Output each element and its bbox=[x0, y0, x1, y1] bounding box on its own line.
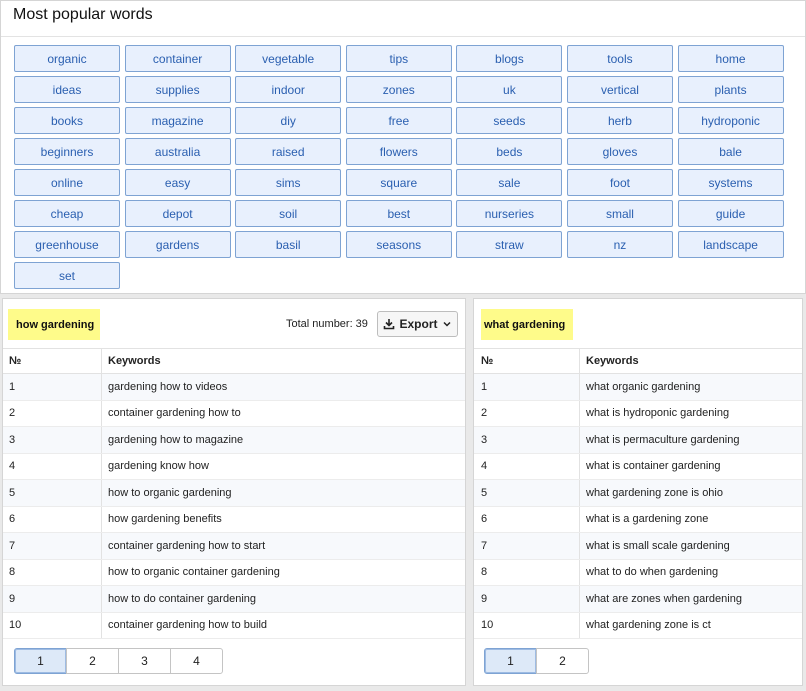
row-number: 9 bbox=[3, 586, 102, 612]
word-tag-foot[interactable]: foot bbox=[567, 169, 673, 196]
word-tag-supplies[interactable]: supplies bbox=[125, 76, 231, 103]
query-label: what gardening bbox=[481, 309, 573, 340]
word-tag-landscape[interactable]: landscape bbox=[678, 231, 784, 258]
word-tag-australia[interactable]: australia bbox=[125, 138, 231, 165]
page-button-3[interactable]: 3 bbox=[118, 648, 171, 674]
table-row bbox=[3, 454, 465, 481]
page-button-2[interactable]: 2 bbox=[536, 648, 589, 674]
row-number: 3 bbox=[3, 427, 102, 453]
row-number: 5 bbox=[3, 480, 102, 506]
page-button-2[interactable]: 2 bbox=[66, 648, 119, 674]
row-number: 7 bbox=[3, 533, 102, 559]
row-keyword[interactable]: how to organic container gardening bbox=[108, 566, 280, 579]
table-row bbox=[474, 586, 802, 613]
table-row bbox=[474, 401, 802, 428]
word-tag-basil[interactable]: basil bbox=[235, 231, 341, 258]
word-tag-best[interactable]: best bbox=[346, 200, 452, 227]
column-header-number: № bbox=[474, 349, 580, 373]
table-body bbox=[474, 374, 802, 639]
row-number: 8 bbox=[474, 560, 580, 586]
row-number: 10 bbox=[474, 613, 580, 639]
divider bbox=[1, 36, 805, 37]
word-tag-vegetable[interactable]: vegetable bbox=[235, 45, 341, 72]
word-tag-hydroponic[interactable]: hydroponic bbox=[678, 107, 784, 134]
row-keyword[interactable]: what is permaculture gardening bbox=[586, 433, 740, 446]
table-row bbox=[3, 560, 465, 587]
word-tag-straw[interactable]: straw bbox=[456, 231, 562, 258]
keywords-table bbox=[3, 348, 465, 639]
pagination bbox=[14, 648, 223, 674]
word-tag-gloves[interactable]: gloves bbox=[567, 138, 673, 165]
row-keyword[interactable]: what is container gardening bbox=[586, 460, 721, 473]
word-tag-organic[interactable]: organic bbox=[14, 45, 120, 72]
word-tag-soil[interactable]: soil bbox=[235, 200, 341, 227]
table-row bbox=[474, 427, 802, 454]
table-row bbox=[3, 613, 465, 640]
row-number: 1 bbox=[3, 374, 102, 400]
row-number: 9 bbox=[474, 586, 580, 612]
keywords-table bbox=[474, 348, 802, 639]
word-tag-vertical[interactable]: vertical bbox=[567, 76, 673, 103]
word-tag-zones[interactable]: zones bbox=[346, 76, 452, 103]
export-label: Export bbox=[399, 317, 438, 331]
chevron-down-icon bbox=[442, 319, 452, 329]
download-icon bbox=[383, 318, 395, 330]
word-tag-online[interactable]: online bbox=[14, 169, 120, 196]
row-number: 8 bbox=[3, 560, 102, 586]
row-number: 5 bbox=[474, 480, 580, 506]
row-keyword[interactable]: gardening know how bbox=[108, 460, 209, 473]
word-tag-small[interactable]: small bbox=[567, 200, 673, 227]
popular-words-panel bbox=[0, 0, 806, 294]
row-keyword[interactable]: how to organic gardening bbox=[108, 486, 232, 499]
word-tag-cheap[interactable]: cheap bbox=[14, 200, 120, 227]
row-keyword[interactable]: container gardening how to start bbox=[108, 539, 266, 552]
table-row bbox=[474, 533, 802, 560]
word-tag-tips[interactable]: tips bbox=[346, 45, 452, 72]
word-tag-indoor[interactable]: indoor bbox=[235, 76, 341, 103]
word-tag-sale[interactable]: sale bbox=[456, 169, 562, 196]
word-tag-systems[interactable]: systems bbox=[678, 169, 784, 196]
row-number: 4 bbox=[3, 454, 102, 480]
word-tag-container[interactable]: container bbox=[125, 45, 231, 72]
row-keyword[interactable]: what is a gardening zone bbox=[586, 513, 709, 526]
table-row bbox=[474, 374, 802, 401]
table-row bbox=[474, 480, 802, 507]
word-tag-easy[interactable]: easy bbox=[125, 169, 231, 196]
word-tag-beginners[interactable]: beginners bbox=[14, 138, 120, 165]
page-button-4[interactable]: 4 bbox=[170, 648, 223, 674]
row-keyword[interactable]: what are zones when gardening bbox=[586, 592, 742, 605]
word-tag-tools[interactable]: tools bbox=[567, 45, 673, 72]
row-keyword[interactable]: what is small scale gardening bbox=[586, 539, 730, 552]
total-label: Total number: bbox=[286, 318, 353, 330]
table-row bbox=[3, 507, 465, 534]
query-label: how gardening bbox=[8, 309, 100, 340]
row-keyword[interactable]: what organic gardening bbox=[586, 380, 701, 393]
word-tag-beds[interactable]: beds bbox=[456, 138, 562, 165]
word-tag-free[interactable]: free bbox=[346, 107, 452, 134]
row-number: 7 bbox=[474, 533, 580, 559]
word-tag-flowers[interactable]: flowers bbox=[346, 138, 452, 165]
word-tag-home[interactable]: home bbox=[678, 45, 784, 72]
row-keyword[interactable]: what is hydroponic gardening bbox=[586, 407, 730, 420]
total-value: 39 bbox=[355, 318, 368, 330]
column-header-keywords: Keywords bbox=[586, 355, 639, 367]
word-tag-herb[interactable]: herb bbox=[567, 107, 673, 134]
row-keyword[interactable]: what gardening zone is ohio bbox=[586, 486, 723, 499]
row-number: 10 bbox=[3, 613, 102, 639]
word-tag-plants[interactable]: plants bbox=[678, 76, 784, 103]
row-number: 4 bbox=[474, 454, 580, 480]
word-tag-books[interactable]: books bbox=[14, 107, 120, 134]
row-keyword[interactable]: how gardening benefits bbox=[108, 513, 222, 526]
word-tag-blogs[interactable]: blogs bbox=[456, 45, 562, 72]
row-number: 6 bbox=[3, 507, 102, 533]
row-keyword[interactable]: how to do container gardening bbox=[108, 592, 256, 605]
popular-words-title: Most popular words bbox=[13, 6, 153, 23]
row-number: 2 bbox=[3, 401, 102, 427]
word-tag-raised[interactable]: raised bbox=[235, 138, 341, 165]
word-tag-nurseries[interactable]: nurseries bbox=[456, 200, 562, 227]
page-button-1[interactable]: 1 bbox=[484, 648, 537, 674]
word-tag-greenhouse[interactable]: greenhouse bbox=[14, 231, 120, 258]
page-button-1[interactable]: 1 bbox=[14, 648, 67, 674]
table-row bbox=[3, 427, 465, 454]
word-tag-guide[interactable]: guide bbox=[678, 200, 784, 227]
table-row bbox=[3, 401, 465, 428]
export-button[interactable] bbox=[377, 311, 458, 337]
table-row bbox=[3, 533, 465, 560]
row-number: 2 bbox=[474, 401, 580, 427]
word-tag-set[interactable]: set bbox=[14, 262, 120, 289]
tag-grid bbox=[14, 45, 784, 289]
word-tag-magazine[interactable]: magazine bbox=[125, 107, 231, 134]
table-body bbox=[3, 374, 465, 639]
row-keyword[interactable]: what gardening zone is ct bbox=[586, 619, 711, 632]
word-tag-seasons[interactable]: seasons bbox=[346, 231, 452, 258]
row-number: 1 bbox=[474, 374, 580, 400]
table-row bbox=[3, 374, 465, 401]
row-number: 6 bbox=[474, 507, 580, 533]
what-gardening-panel bbox=[473, 298, 803, 686]
word-tag-diy[interactable]: diy bbox=[235, 107, 341, 134]
table-row bbox=[474, 560, 802, 587]
word-tag-gardens[interactable]: gardens bbox=[125, 231, 231, 258]
table-row bbox=[3, 586, 465, 613]
word-tag-bale[interactable]: bale bbox=[678, 138, 784, 165]
row-keyword[interactable]: what to do when gardening bbox=[586, 566, 719, 579]
word-tag-seeds[interactable]: seeds bbox=[456, 107, 562, 134]
word-tag-nz[interactable]: nz bbox=[567, 231, 673, 258]
word-tag-depot[interactable]: depot bbox=[125, 200, 231, 227]
word-tag-square[interactable]: square bbox=[346, 169, 452, 196]
column-header-number: № bbox=[3, 349, 102, 373]
table-row bbox=[3, 480, 465, 507]
word-tag-ideas[interactable]: ideas bbox=[14, 76, 120, 103]
row-number: 3 bbox=[474, 427, 580, 453]
row-keyword[interactable]: gardening how to videos bbox=[108, 380, 228, 393]
table-row bbox=[474, 507, 802, 534]
row-keyword[interactable]: container gardening how to bbox=[108, 407, 241, 420]
row-keyword[interactable]: gardening how to magazine bbox=[108, 433, 244, 446]
row-keyword[interactable]: container gardening how to build bbox=[108, 619, 268, 632]
table-header bbox=[3, 348, 465, 374]
total-number bbox=[286, 318, 368, 330]
table-row bbox=[474, 613, 802, 640]
pagination bbox=[484, 648, 589, 674]
word-tag-sims[interactable]: sims bbox=[235, 169, 341, 196]
table-header bbox=[474, 348, 802, 374]
how-gardening-panel bbox=[2, 298, 466, 686]
column-header-keywords: Keywords bbox=[108, 355, 161, 367]
word-tag-uk[interactable]: uk bbox=[456, 76, 562, 103]
table-row bbox=[474, 454, 802, 481]
